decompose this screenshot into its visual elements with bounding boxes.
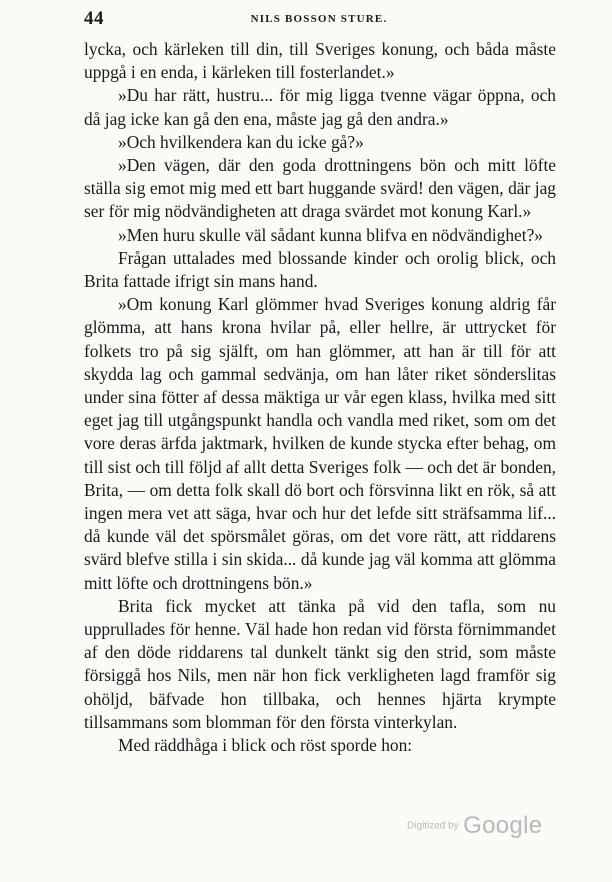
running-head: NILS BOSSON STURE. [250,13,388,25]
page-header [84,8,554,34]
paragraph-8: Brita fick mycket att tänka på vid den tafla, som nu upprullades för henne. Väl hade hon redan vid första förnimmandet af den döde riddarens tal dunkelt tänkt sig den strid, som måste försiggå hos Nils, men när hon fick verkligheten lagd framför sig ohöljd, bäfvade hon tillbaka, och hennes hjärta krympte tillsammans som blomman för den första vinterkylan. [84,595,556,732]
body-text [84,38,556,757]
paragraph-3: »Och hvilkendera kan du icke gå?» [118,131,364,152]
paragraph-7: »Om konung Karl glömmer hvad Sveriges konung aldrig får glömma, att hans krona hvilar på, eller hellre, är uttrycket för folkets tro på sig själft, om han glömmer, att han är till för att skydda lag och gammal sedvänja, om han låter riket sönderslitas under sina fötter af dessa mäktiga ur vår egen klass, hvilka med sitt eget jag till utgångspunkt handla och vandla med riket, som om det vore deras ärfda jaktmark, hvilken de kunde stycka efter behag, om till sist och till följd af allt detta Sveriges folk — och det är bonden, Brita, — om detta folk skall dö bort och försvinna likt en rök, så att ingen mera vet att säga, hvar och hur det lefde sitt sträfsamma lif... då kunde väl det spörsmålet göras, om det vore rätt, att riddarens svärd blefve stilla i sin skida... då kunde jag väl komma att glömma mitt löfte och drottningens bön.» [84,294,556,593]
watermark-prefix: Digitized by [407,820,459,832]
paragraph-4: »Den vägen, där den goda drottningens bön och mitt löfte ställa sig emot mig med ett bart huggande svärd! den vägen, där jag ser för mig nödvändigheten att draga svärdet mot konung Karl.» [84,155,556,222]
page-number: 44 [84,8,104,29]
google-logo: Google [463,812,543,839]
paragraph-1: lycka, och kärleken till din, till Sveriges konung, och båda måste uppgå i en enda, i kärleken till fosterlandet.» [84,39,556,83]
paragraph-6: Frågan uttalades med blossande kinder och orolig blick, och Brita fattade ifrigt sin mans hand. [84,247,556,292]
paragraph-5: »Men huru skulle väl sådant kunna blifva en nödvändighet?» [118,224,544,245]
paragraph-2: »Du har rätt, hustru... för mig ligga tvenne vägar öppna, och då jag icke kan gå den ena, måste jag gå den andra.» [84,85,556,129]
digitized-watermark [407,812,542,840]
paragraph-9: Med räddhåga i blick och röst sporde hon: [118,735,413,756]
